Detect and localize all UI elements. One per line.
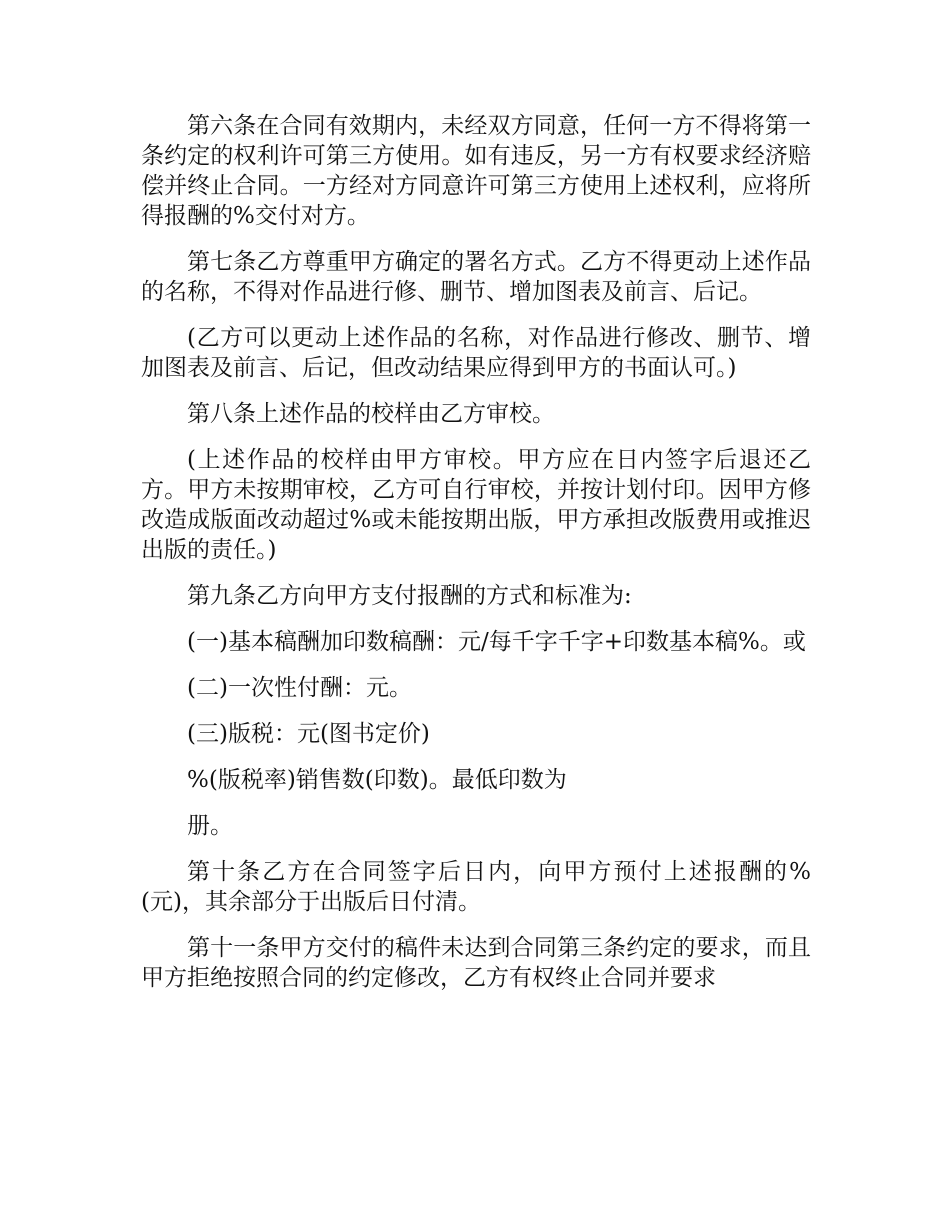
document-page bbox=[141, 111, 811, 1009]
paragraph-article-8: 第八条上述作品的校样由乙方审校。 bbox=[187, 401, 555, 427]
paragraph-article-9-option-1: (一)基本稿酬加印数稿酬：元/每千字千字+印数基本稿%。或 bbox=[187, 629, 806, 655]
paragraph-article-8-alternative: (上述作品的校样由甲方审校。甲方应在日内签字后退还乙方。甲方未按期审校，乙方可自行审校，并按计划付印。因甲方修改造成版面改动超过%或未能按期出版，甲方承担改版费用或推迟出版的责任。) bbox=[141, 447, 811, 563]
paragraph-article-9-option-2: (二)一次性付酬：元。 bbox=[187, 675, 412, 701]
paragraph-article-7: 第七条乙方尊重甲方确定的署名方式。乙方不得更动上述作品的名称，不得对作品进行修、删节、增加图表及前言、后记。 bbox=[141, 249, 811, 305]
paragraph-article-9: 第九条乙方向甲方支付报酬的方式和标准为: bbox=[187, 583, 632, 609]
paragraph-article-6: 第六条在合同有效期内，未经双方同意，任何一方不得将第一条约定的权利许可第三方使用。如有违反，另一方有权要求经济赔偿并终止合同。一方经对方同意许可第三方使用上述权利，应将所得报酬的%交付对方。 bbox=[141, 113, 811, 229]
paragraph-article-9-option-3: (三)版税：元(图书定价) bbox=[187, 721, 430, 747]
paragraph-article-9-option-3-continued: %(版税率)销售数(印数)。最低印数为 bbox=[187, 767, 567, 793]
paragraph-article-10: 第十条乙方在合同签字后日内，向甲方预付上述报酬的%(元)，其余部分于出版后日付清。 bbox=[141, 859, 811, 915]
paragraph-article-11: 第十一条甲方交付的稿件未达到合同第三条约定的要求，而且甲方拒绝按照合同的约定修改，乙方有权终止合同并要求 bbox=[141, 935, 811, 991]
paragraph-article-7-alternative: (乙方可以更动上述作品的名称，对作品进行修改、删节、增加图表及前言、后记，但改动结果应得到甲方的书面认可。) bbox=[141, 325, 811, 381]
paragraph-article-9-option-3-unit: 册。 bbox=[187, 813, 233, 839]
